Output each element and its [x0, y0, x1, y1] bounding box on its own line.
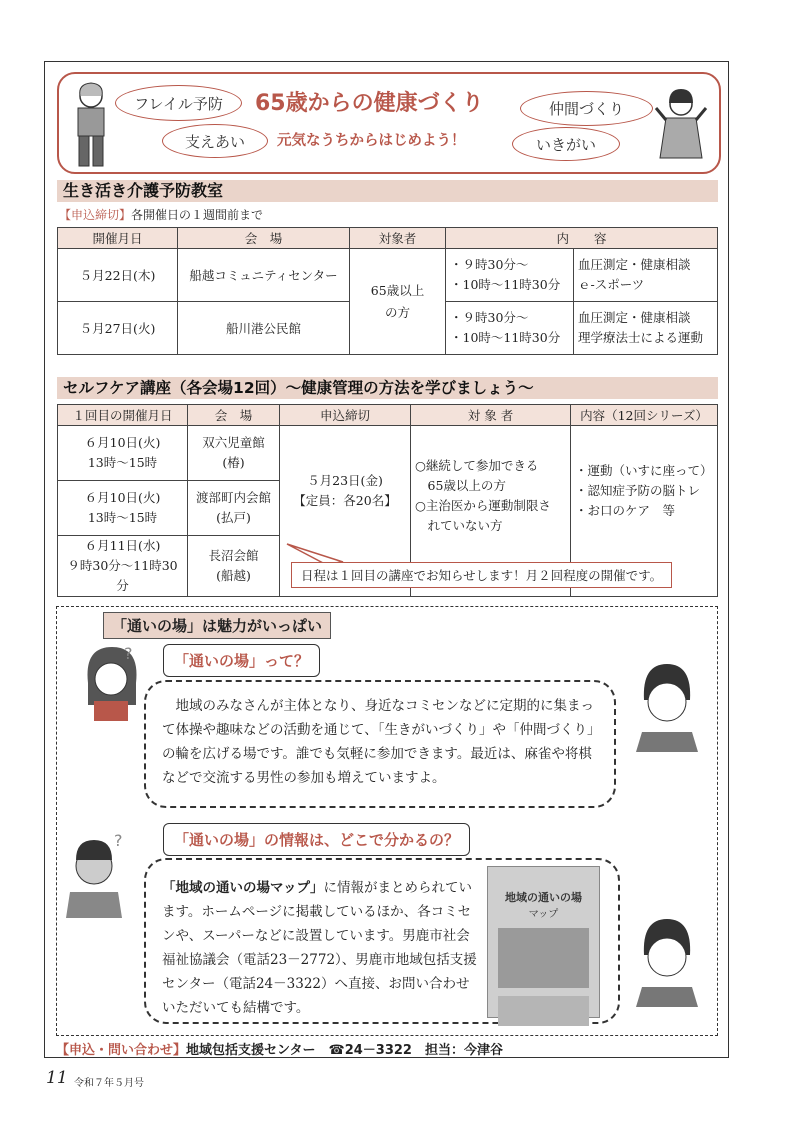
- answer1-bubble: [144, 680, 616, 808]
- content-cell: ・運動（いすに座って） ・認知症予防の脳トレ ・お口のケア 等: [571, 426, 718, 597]
- table-row: ６月11日(水) ９時30分～11時30分 長沼会館 (船越): [58, 536, 718, 597]
- table-row: ６月10日(火) 13時～15時 渡部町内会館 (払戸): [58, 481, 718, 536]
- col-content: 内 容: [446, 228, 718, 249]
- row-target: 65歳以上 の方: [350, 249, 446, 355]
- deadline-label: 【申込締切】: [59, 208, 132, 222]
- row-date: ５月27日(火): [58, 302, 178, 355]
- svg-text:?: ?: [124, 644, 133, 663]
- oval-purpose: いきがい: [512, 127, 620, 161]
- map-name: 「地域の通いの場マップ」: [162, 880, 324, 896]
- contact-line: [56, 1039, 503, 1058]
- deadline-cell: ５月23日(金) 【定員：各20名】: [280, 426, 411, 597]
- page-title: 65歳からの健康づくり: [255, 91, 484, 116]
- issue-label: 令和７年５月号: [74, 1078, 144, 1089]
- svg-text:?: ?: [114, 831, 123, 850]
- staff-woman-illustration-2: [632, 915, 702, 1007]
- col-target: 対象者: [350, 228, 446, 249]
- col-deadline: 申込締切: [280, 405, 411, 426]
- row-venue: 船越コミュニティセンター: [178, 249, 350, 302]
- oval-frail-prevention: フレイル予防: [115, 85, 242, 121]
- table-row: ６月10日(火) 13時～15時 双六児童館 (椿) ５月23日(金) 【定員：各20名】 ○継続して参加できる 65歳以上の方 ○主治医から運動制限さ れていない方 ・運動（いすに座って） ・認知症予防の脳トレ ・お口のケア 等: [58, 426, 718, 481]
- answer1-text: 地域のみなさんが主体となり、身近なコミセンなどに定期的に集まって体操や趣味などの活動を通じて、「生きがいづくり」や「仲間づくり」の輪を広げる場です。誰でも気軽に参加できます。最近は、麻雀や将棋などで交流する男性の参加も増えていますよ。: [162, 698, 594, 786]
- man-thinking-illustration: [64, 830, 130, 918]
- col-venue: 会 場: [188, 405, 280, 426]
- page-number: 11: [46, 1068, 68, 1088]
- col-content: 内容（12回シリーズ）: [571, 405, 718, 426]
- col-target: 対 象 者: [411, 405, 571, 426]
- col-date: 開催月日: [58, 228, 178, 249]
- section1-table: [57, 227, 718, 355]
- contact-text: 地域包括支援センター ☎24－3322 担当：今津谷: [186, 1043, 503, 1058]
- section3-title: 「通いの場」は魅力がいっぱい: [103, 612, 331, 639]
- row-times: ・９時30分～ ・10時～11時30分: [446, 302, 574, 355]
- elderly-man-illustration: [66, 82, 116, 168]
- contact-label: 【申込・問い合わせ】: [56, 1043, 187, 1058]
- page-subtitle: 元気なうちからはじめよう！: [277, 133, 466, 149]
- question2: 「通いの場」の情報は、どこで分かるの？: [163, 823, 470, 856]
- staff-woman-illustration: [632, 660, 702, 752]
- map-thumbnail-sub: マップ: [528, 909, 559, 920]
- map-thumbnail-title: 地域の通いの場: [505, 891, 582, 904]
- map-thumbnail: [487, 866, 600, 1018]
- row-date: ５月22日(木): [58, 249, 178, 302]
- oval-mutual-support: 支えあい: [162, 124, 268, 158]
- woman-thinking-illustration: [80, 643, 142, 721]
- elderly-woman-illustration: [652, 88, 710, 164]
- answer2-text: に情報がまとめられています。ホームページに掲載しているほか、各コミセンや、スーパーなどに設置しています。男鹿市社会福祉協議会（電話23－2772）、男鹿市地域包括支援センター（電話24－3322）へ直接、お問い合わせいただいても結構です。: [162, 880, 477, 1016]
- question1: 「通いの場」って？: [163, 644, 320, 677]
- col-first-date: １回目の開催月日: [58, 405, 188, 426]
- row-content: 血圧測定・健康相談 ｅ-スポーツ: [574, 249, 718, 302]
- section1-title: 生き活き介護予防教室: [57, 180, 718, 202]
- row-venue: 船川港公民館: [178, 302, 350, 355]
- col-venue: 会 場: [178, 228, 350, 249]
- target-cell: ○継続して参加できる 65歳以上の方 ○主治医から運動制限さ れていない方: [411, 426, 571, 597]
- deadline-text: 各開催日の１週間前まで: [131, 208, 264, 222]
- deadline-line: [59, 206, 263, 223]
- table-row: [58, 249, 718, 302]
- schedule-note: 日程は１回目の講座でお知らせします！月２回程度の開催です。: [291, 562, 672, 588]
- oval-friendship: 仲間づくり: [520, 91, 653, 126]
- row-times: ・９時30分～ ・10時～11時30分: [446, 249, 574, 302]
- row-content: 血圧測定・健康相談 理学療法士による運動: [574, 302, 718, 355]
- section2-title: セルフケア講座（各会場12回）～健康管理の方法を学びましょう～: [57, 377, 718, 399]
